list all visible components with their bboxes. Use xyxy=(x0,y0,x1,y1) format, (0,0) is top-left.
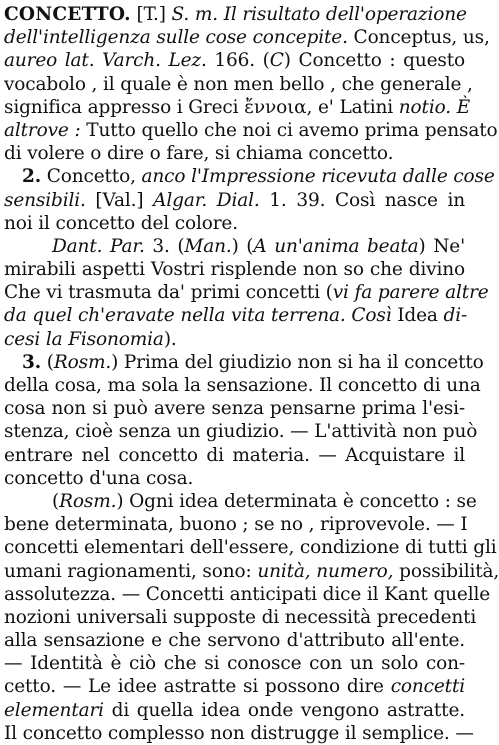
text-line xyxy=(4,165,495,188)
text-line xyxy=(4,351,484,374)
text-run: cosa non si può avere senza pensarne prima l'esi- xyxy=(4,398,465,420)
italic-text: notio. È xyxy=(398,96,471,118)
text-run: Tutto quello che noi ci avemo prima pensato xyxy=(80,119,498,141)
italic-text: anco l'Impressione ricevuta dalle cose xyxy=(141,166,495,188)
text-line xyxy=(4,444,465,467)
italic-text: unità, numero, xyxy=(257,560,394,582)
text-run: ) Ogni idea determinata è concetto : se xyxy=(116,490,477,512)
text-run: Che vi trasmuta da' primi concetti ( xyxy=(4,282,333,304)
text-run: stenza, cioè senza un giudizio. — L'attività non può xyxy=(4,421,478,443)
text-line xyxy=(4,26,490,49)
text-run: Il concetto complesso non distrugge il semplice. — xyxy=(4,722,474,744)
text-run: 3. xyxy=(22,351,42,373)
italic-text: concetti xyxy=(390,676,465,698)
text-line xyxy=(4,420,478,443)
text-run: possibilità, xyxy=(393,560,499,582)
headword: CONCETTO. xyxy=(4,4,131,25)
text-run: Idea xyxy=(391,305,444,327)
text-line xyxy=(4,583,491,606)
text-line xyxy=(4,304,468,327)
text-run: 2. xyxy=(22,166,42,188)
italic-text: dell'intelligenza sulle cose concepite. xyxy=(4,27,348,49)
text-run: Concetto, xyxy=(41,166,142,188)
text-run: ) ( xyxy=(231,235,254,257)
text-run: ( xyxy=(52,490,60,512)
text-run: di quella idea onde vengono astratte. xyxy=(103,699,465,721)
text-run: umani ragionamenti, sono: xyxy=(4,560,258,582)
text-run: ( xyxy=(41,351,54,373)
italic-text: Dant. Par. xyxy=(52,235,145,257)
text-run: [Val.] xyxy=(85,189,154,211)
text-line xyxy=(4,560,499,583)
text-run: ) Ne' xyxy=(418,235,466,257)
text-line xyxy=(4,96,471,119)
italic-text: C xyxy=(269,50,284,72)
text-line xyxy=(4,629,465,652)
italic-text: Il risultato dell'operazione xyxy=(223,4,467,25)
text-line xyxy=(4,328,465,351)
text-line xyxy=(4,258,465,281)
italic-text: Algar. Dial. xyxy=(153,189,260,211)
italic-text: Man. xyxy=(184,235,232,257)
text-run: — Identità è ciò che si conosce con un solo con- xyxy=(4,653,465,675)
text-line xyxy=(4,467,465,490)
italic-text: Rosm. xyxy=(53,351,112,373)
text-run: ). xyxy=(163,328,177,350)
italic-text: sensibili. xyxy=(4,189,86,211)
italic-text: A un'anima beata xyxy=(253,235,419,257)
dictionary-entry-concetto xyxy=(4,3,499,745)
text-run: entrare nel concetto di materia. — Acquistare il xyxy=(4,444,465,466)
text-run: alla sensazione e che servono d'attributo all'ente. xyxy=(4,630,465,652)
italic-text: aureo lat. Varch. Lez. xyxy=(4,50,207,72)
text-run: 3. ( xyxy=(144,235,185,257)
text-line xyxy=(4,49,465,72)
text-line xyxy=(4,73,473,96)
italic-text: elementari xyxy=(4,699,104,721)
italic-text: da quel ch'eravate nella vita terrena. xyxy=(4,305,346,327)
text-line xyxy=(4,490,477,513)
text-run: della cosa, ma sola la sensazione. Il concetto di una xyxy=(4,375,481,396)
text-line xyxy=(4,212,465,235)
italic-text: Rosm. xyxy=(59,490,117,512)
text-line xyxy=(4,3,465,26)
italic-text: vi fa parere altre xyxy=(332,282,489,304)
text-run: ) Prima del giudizio non si ha il concetto xyxy=(111,351,484,373)
text-run: significa appresso i Greci ἔννοια, e' Latini xyxy=(4,96,399,118)
text-line xyxy=(4,235,465,258)
text-line xyxy=(4,699,465,722)
text-run: concetto d'una cosa. xyxy=(4,467,194,489)
text-run: vocabolo , il quale è non men bello , che generale , xyxy=(4,73,473,95)
italic-text: cesi la Fisonomia xyxy=(4,328,164,350)
text-line xyxy=(4,675,465,698)
text-line xyxy=(4,536,497,559)
italic-text: altrove : xyxy=(4,119,81,141)
text-run: bene determinata, buono ; se no , riprovevole. — I xyxy=(4,514,468,536)
text-line xyxy=(4,652,465,675)
text-run: ) Concetto : questo xyxy=(283,50,466,72)
text-run: mirabili aspetti Vostri risplende non so che divino xyxy=(4,259,465,281)
italic-text: S. m. xyxy=(171,4,218,25)
text-run: concetti elementari dell'essere, condizione di tutti gli xyxy=(4,537,497,559)
text-line xyxy=(4,119,498,142)
text-run: Conceptus, us, xyxy=(347,27,490,49)
text-run: di volere o dire o fare, si chiama concetto. xyxy=(4,143,394,165)
text-line xyxy=(4,281,489,304)
text-line xyxy=(4,606,477,629)
text-line xyxy=(4,189,465,212)
text-run: [T.] xyxy=(130,4,172,25)
italic-text: Così xyxy=(351,305,392,327)
text-line xyxy=(4,374,481,397)
text-line xyxy=(4,722,474,745)
text-run: 1. 39. Così nasce in xyxy=(259,189,465,211)
text-run: 166. ( xyxy=(206,50,270,72)
text-line xyxy=(4,513,468,536)
italic-text: di- xyxy=(443,305,468,327)
text-run: noi il concetto del colore. xyxy=(4,212,238,234)
text-line xyxy=(4,142,465,165)
text-line xyxy=(4,397,465,420)
text-run: assolutezza. — Concetti anticipati dice il Kant quelle xyxy=(4,583,491,605)
text-run: cetto. — Le idee astratte si possono dire xyxy=(4,676,391,698)
text-run: nozioni universali supposte di necessità precedenti xyxy=(4,606,477,628)
